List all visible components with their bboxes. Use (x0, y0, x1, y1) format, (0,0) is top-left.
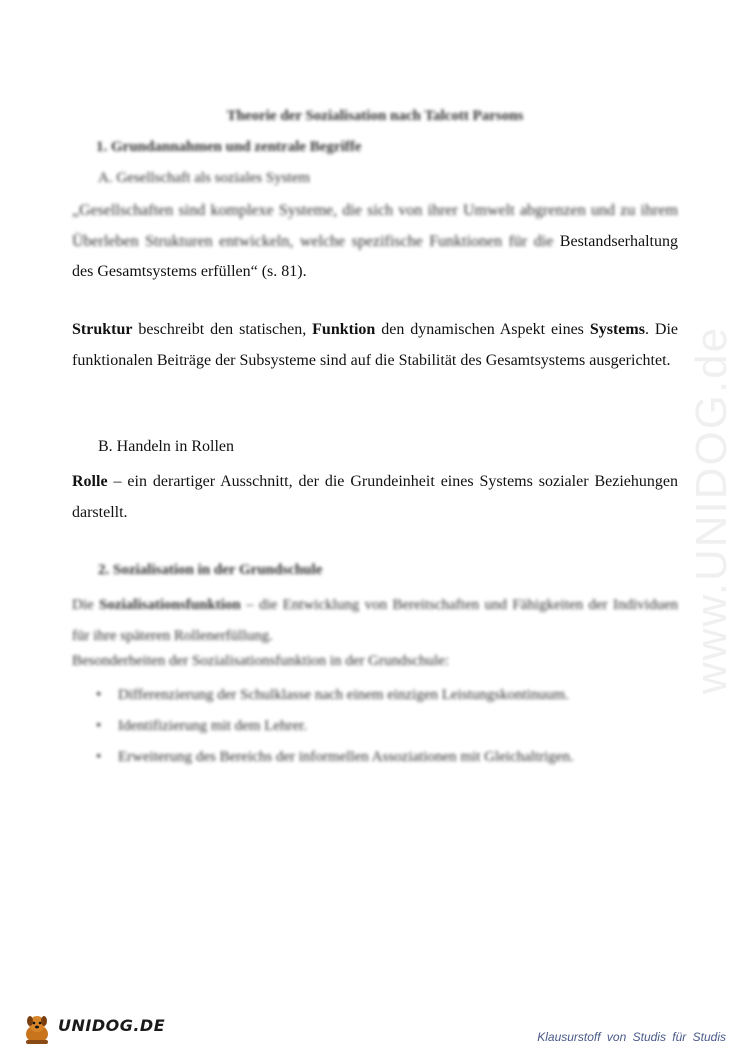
logo-text: UNIDOG.DE (58, 1016, 166, 1035)
struktur-text-2: den dynamischen Aspekt eines (375, 321, 590, 338)
list-item: • Identifizierung mit dem Lehrer. (96, 711, 676, 742)
document-title: Theorie der Sozialisation nach Talcott Parsons (226, 108, 524, 124)
quote-blurred-text: „Gesellschaften sind komplexe Systeme, die sich von ihrer Umwelt abgrenzen und zu ihrem Überleben Strukturen entwickeln, welche spezifische Funktionen für die (72, 202, 678, 250)
subsection-a-heading: A. Gesellschaft als soziales System (98, 170, 311, 186)
soz-text: – die Entwicklung von Bereitschaften und Fähigkeiten der Individuen für ihre späteren Rollenerfüllung. (72, 597, 678, 644)
funktion-term: Funktion (312, 321, 376, 338)
sozialisation-paragraph (72, 590, 678, 651)
besonderheiten-line: Besonderheiten der Sozialisationsfunktion in der Grundschule: (72, 653, 449, 669)
rolle-paragraph (72, 467, 678, 528)
footer-slogan: Klausurstoff von Studis für Studis (537, 1030, 726, 1044)
section-1-heading: 1. Grundannahmen und zentrale Begriffe (96, 139, 362, 155)
unidog-logo[interactable] (22, 1012, 166, 1048)
list-item: • Differenzierung der Schulklasse nach einem einzigen Leistungskontinuum. (96, 680, 676, 711)
struktur-paragraph (72, 315, 678, 376)
section-2-heading: 2. Sozialisation in der Grundschule (98, 562, 323, 578)
rolle-text: – ein derartiger Ausschnitt, der die Grundeinheit eines Systems sozialer Beziehungen darstellt. (72, 473, 678, 521)
rolle-term: Rolle (72, 473, 108, 490)
soz-term: Sozialisationsfunktion (99, 597, 241, 613)
bullet-list (96, 680, 676, 773)
quote-visible-text: Bestandserhaltung des Gesamtsystems erfüllen“ (s. 81). (72, 232, 678, 280)
dog-icon (22, 1012, 56, 1046)
struktur-text-3: . Die funktionalen Beiträge der Subsysteme sind auf die Stabilität des Gesamtsystems ausgerichtet. (72, 321, 678, 369)
watermark: www.UNIDOG.de (687, 325, 736, 695)
subsection-b-heading: B. Handeln in Rollen (98, 438, 234, 455)
quote-paragraph (72, 196, 678, 288)
struktur-term: Struktur (72, 321, 133, 338)
systems-term: Systems (589, 321, 645, 338)
soz-prefix: Die (72, 597, 100, 613)
list-item: • Erweiterung des Bereichs der informellen Assoziationen mit Gleichaltrigen. (96, 742, 676, 773)
struktur-text-1: beschreibt den statischen, (132, 321, 313, 338)
